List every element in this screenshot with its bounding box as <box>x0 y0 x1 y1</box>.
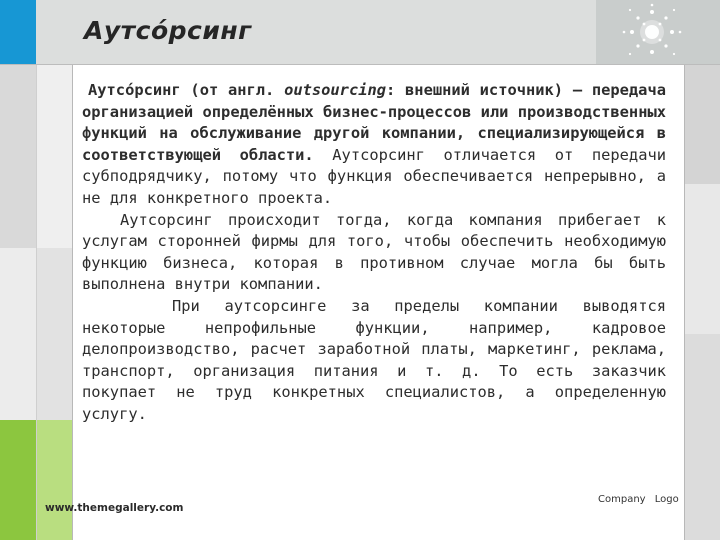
divider <box>684 64 685 540</box>
header-accent-block <box>0 0 36 64</box>
divider <box>0 64 720 65</box>
left-decor-block <box>36 64 72 248</box>
right-decor-block <box>684 64 720 184</box>
slide-body <box>82 80 666 426</box>
left-decor-block <box>0 248 36 420</box>
paragraph-definition <box>82 80 666 210</box>
sparkle-icon <box>612 2 692 62</box>
definition-bold-start: Аутсóрсинг (от англ. <box>88 81 285 99</box>
definition-normal-text: Аутсорсинг отличается от передачи субподрядчику, потому что функция обеспечивается непрерывно, а не для конкретного проекта. <box>82 145 666 207</box>
definition-bold-text: : внешний источник) — передача организацией определённых бизнес-процессов или производственных функций на обслуживание другой компании, специализирующейся в соответствующей области. <box>82 81 666 164</box>
company-logo: Company Logo <box>598 494 679 505</box>
definition-english-term: outsourcing <box>284 81 387 99</box>
footer-url: www.themegallery.com <box>45 502 184 514</box>
paragraph-examples: При аутсорсинге за пределы компании выводятся некоторые непрофильные функции, например, кадровое делопроизводство, расчет заработной платы, маркетинг, реклама, транспорт, организация питания и т. д. То есть заказчик покупает не труд конкретных специалистов, а определенную услугу. <box>82 296 666 423</box>
left-decor-green-block <box>0 420 36 540</box>
divider <box>72 64 73 540</box>
right-decor-block <box>684 184 720 334</box>
paragraph-explanation: Аутсорсинг происходит тогда, когда компания прибегает к услугам сторонней фирмы для того, чтобы обеспечить необходимую функцию бизнеса, которая в противном случае могла бы быть выполнена внутри компании. <box>82 210 666 294</box>
slide-title: Аутсóрсинг <box>84 16 252 45</box>
left-decor-block <box>36 248 72 420</box>
left-decor-block <box>0 64 36 248</box>
left-decor-green-block <box>36 420 72 540</box>
right-decor-block <box>684 334 720 540</box>
divider <box>36 64 37 540</box>
